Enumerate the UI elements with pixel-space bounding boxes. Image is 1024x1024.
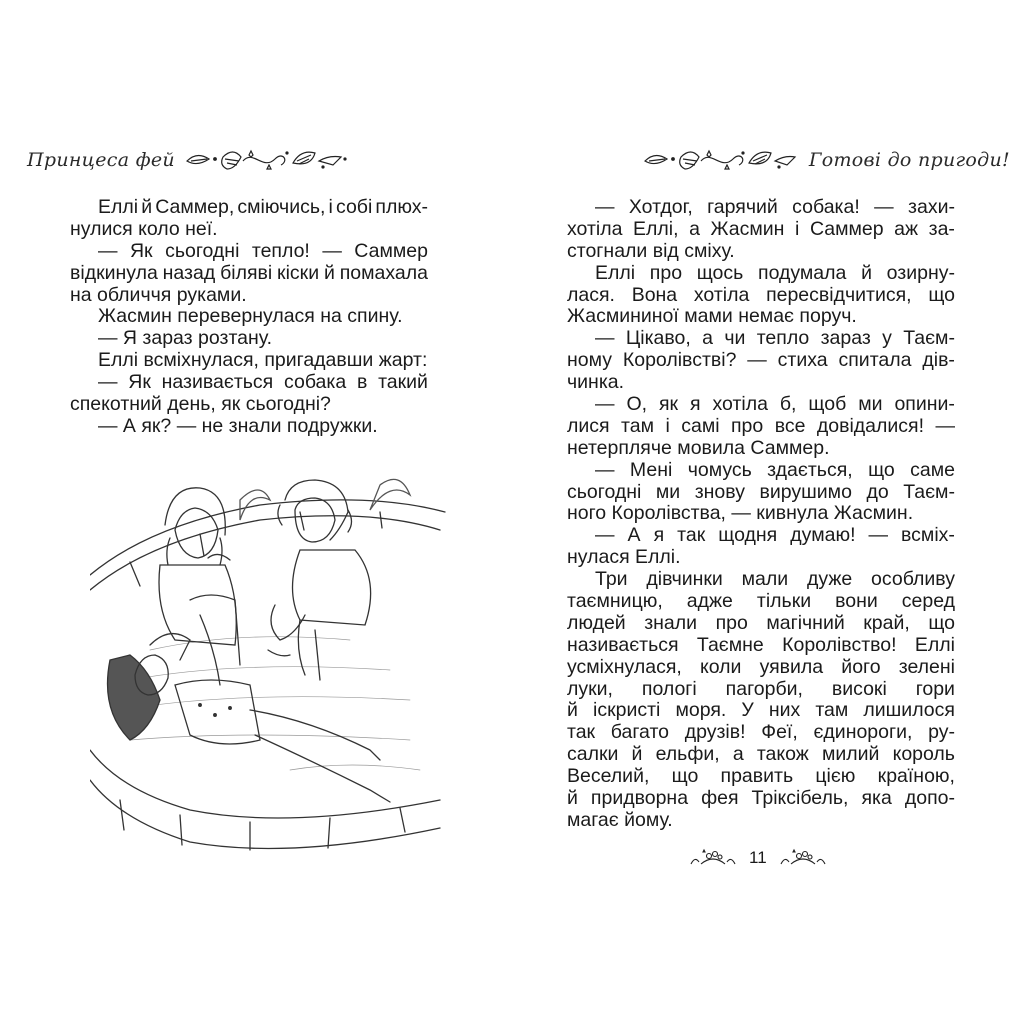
- word: друзів!: [684, 721, 746, 744]
- word: кіски: [277, 261, 320, 284]
- text-line: [567, 525, 955, 547]
- text-line: чинка.: [567, 371, 625, 394]
- word: править: [720, 765, 794, 788]
- word: а: [689, 217, 700, 240]
- word: Еллі: [914, 633, 955, 656]
- text-line: [567, 328, 955, 350]
- text-line: Жасмин перевернулася на спину.: [98, 305, 403, 328]
- word: Вона: [631, 283, 678, 306]
- running-head-left: [27, 147, 348, 173]
- word: Веселий,: [567, 765, 650, 788]
- word: —: [595, 524, 615, 547]
- word: людей: [567, 611, 626, 634]
- word: лишилося: [863, 699, 955, 722]
- word: і: [328, 196, 333, 218]
- word: ельфи,: [655, 743, 720, 766]
- text-line: — А як? — не знали подружки.: [98, 414, 378, 437]
- word: сьогодні: [165, 239, 240, 262]
- word: довідалися!: [816, 414, 925, 437]
- word: там: [815, 699, 849, 722]
- word: —: [747, 349, 767, 372]
- text-line: [567, 285, 955, 307]
- word: іскристі: [592, 699, 661, 722]
- word: пологі: [641, 677, 697, 700]
- word: —: [874, 196, 894, 218]
- word: зелені: [898, 655, 955, 678]
- word: і: [665, 414, 670, 437]
- word: уявила: [759, 655, 824, 678]
- word: називається: [161, 371, 274, 394]
- word: Саммер: [354, 239, 428, 262]
- text-line: магає йому.: [567, 808, 673, 831]
- word: все: [774, 414, 806, 437]
- word: щодня: [718, 524, 778, 547]
- word: милий: [821, 743, 880, 766]
- word: луки,: [567, 677, 613, 700]
- word: стиха: [777, 349, 828, 372]
- word: й: [323, 261, 335, 284]
- word: О,: [626, 393, 648, 416]
- word: чомусь: [687, 458, 752, 481]
- word: в: [356, 371, 368, 394]
- word: назад: [162, 261, 216, 284]
- word: біляві: [220, 261, 273, 284]
- word: його: [841, 655, 881, 678]
- word: високі: [831, 677, 887, 700]
- word: Королівстві?: [622, 349, 737, 372]
- running-head-right: [641, 147, 1010, 173]
- word: моря.: [675, 699, 727, 722]
- word: й: [861, 261, 872, 284]
- word: вирушимо: [759, 480, 852, 503]
- word: тепло: [756, 327, 810, 350]
- text-line: нетерпляче мовила Саммер.: [567, 436, 830, 459]
- word: а: [702, 327, 713, 350]
- text-line: [567, 263, 955, 285]
- text-line: [567, 657, 955, 679]
- word: них: [768, 699, 801, 722]
- word: пагорби,: [725, 677, 803, 700]
- word: за-: [928, 217, 955, 240]
- word: лася.: [567, 283, 615, 306]
- word: магічний: [766, 611, 845, 634]
- word: вони: [835, 590, 878, 613]
- word: Таєм-: [903, 327, 955, 350]
- text-line: [567, 613, 955, 635]
- word: й: [631, 743, 643, 766]
- word: У: [741, 699, 754, 722]
- word: край,: [863, 611, 910, 634]
- word: так: [567, 721, 596, 744]
- word: пересвідчитися,: [766, 283, 912, 306]
- word: хотіла: [712, 393, 768, 416]
- word: Мені: [629, 458, 673, 481]
- word: й: [567, 787, 578, 810]
- word: гори: [915, 677, 955, 700]
- word: б,: [779, 393, 797, 416]
- text-line: [567, 350, 955, 372]
- word: спитала: [838, 349, 912, 372]
- text-line: [567, 700, 955, 722]
- word: —: [595, 327, 615, 350]
- left-page-body: [70, 197, 428, 438]
- right-page: [512, 0, 1024, 1024]
- word: собака: [284, 371, 347, 394]
- word: —: [98, 371, 118, 394]
- text-line: [567, 635, 955, 657]
- text-line: Еллі всміхнулася, пригадавши жарт:: [98, 349, 428, 372]
- text-line: [70, 241, 428, 263]
- word: Таєм-: [903, 480, 955, 503]
- word: у: [882, 327, 892, 350]
- word: до: [866, 480, 889, 503]
- word: Цікаво,: [625, 327, 691, 350]
- word: що: [928, 283, 955, 306]
- word: —: [595, 196, 615, 218]
- text-line: нулася Еллі.: [567, 546, 681, 569]
- word: дуже: [806, 568, 853, 591]
- word: я: [653, 524, 665, 547]
- word: Як: [129, 239, 153, 262]
- word: про: [731, 414, 764, 437]
- word: чи: [724, 327, 746, 350]
- word: серед: [901, 590, 955, 613]
- word: допо-: [904, 787, 955, 810]
- word: —: [98, 239, 118, 262]
- word: гарячий: [707, 196, 778, 218]
- text-line: [567, 416, 955, 438]
- word: яка: [861, 787, 892, 810]
- word: такий: [378, 371, 428, 394]
- running-head-title: Готові до пригоди!: [808, 149, 1010, 171]
- word: як: [658, 393, 679, 416]
- word: дівчинки: [646, 568, 723, 591]
- word: Саммер: [809, 217, 884, 240]
- word: усміхнулася,: [567, 655, 682, 678]
- word: здається,: [767, 458, 853, 481]
- word: країною,: [877, 765, 955, 788]
- word: що: [671, 765, 699, 788]
- word: Жасмин: [710, 217, 785, 240]
- text-line: [567, 569, 955, 591]
- word: що: [928, 611, 955, 634]
- girls-illustration-icon: [90, 450, 450, 880]
- word: хотіла: [567, 217, 623, 240]
- word: подумала: [758, 261, 847, 284]
- page-number: 11: [749, 848, 767, 867]
- word: опини-: [894, 393, 955, 416]
- word: Саммер,: [155, 196, 235, 218]
- word: про: [715, 611, 748, 634]
- word: Як: [128, 371, 151, 394]
- word: тільки: [756, 590, 812, 613]
- word: Еллі,: [633, 217, 679, 240]
- word: там: [621, 414, 654, 437]
- word: також: [756, 743, 809, 766]
- word: а: [732, 743, 744, 766]
- word: Королівство!: [782, 633, 897, 656]
- word: адже: [686, 590, 733, 613]
- word: Таємне: [696, 633, 764, 656]
- tiara-ornament-icon: [777, 848, 829, 868]
- word: лися: [567, 414, 610, 437]
- right-page-body: [567, 197, 955, 832]
- text-line: [567, 460, 955, 482]
- text-line: [567, 482, 955, 504]
- word: саме: [910, 458, 955, 481]
- text-line: ного Королівства, — кивнула Жасмин.: [567, 502, 914, 525]
- word: —: [935, 414, 955, 437]
- word: про: [649, 261, 683, 284]
- word: відкинула: [70, 261, 158, 284]
- word: дів-: [922, 349, 955, 372]
- word: щоб: [808, 393, 847, 416]
- word: багато: [610, 721, 670, 744]
- text-line: [567, 722, 955, 744]
- text-line: [567, 219, 955, 241]
- text-line: на обличчя руками.: [70, 283, 247, 306]
- text-line: [70, 263, 428, 285]
- text-line: стогнали від сміху.: [567, 239, 735, 262]
- word: єдинороги,: [813, 721, 913, 744]
- text-line: [70, 197, 428, 219]
- word: аж: [894, 217, 919, 240]
- word: —: [595, 393, 615, 416]
- word: фея: [701, 787, 739, 810]
- word: тепло!: [251, 239, 310, 262]
- word: придворна: [590, 787, 689, 810]
- tiara-ornament-icon: [687, 848, 739, 868]
- leaf-vine-ornament-icon: [183, 147, 348, 173]
- word: щось: [696, 261, 744, 284]
- word: й: [141, 196, 153, 218]
- leaf-vine-ornament-icon: [641, 147, 801, 173]
- word: собі: [335, 196, 373, 218]
- text-line: нулися коло неї.: [70, 217, 218, 240]
- word: цією: [815, 765, 856, 788]
- word: називається: [567, 633, 679, 656]
- word: мали: [741, 568, 789, 591]
- word: так: [677, 524, 706, 547]
- word: всміх-: [901, 524, 955, 547]
- word: самі: [681, 414, 720, 437]
- word: ми: [655, 480, 681, 503]
- word: коли: [699, 655, 742, 678]
- word: —: [322, 239, 342, 262]
- text-line: [567, 766, 955, 788]
- word: Еллі: [98, 196, 139, 218]
- word: сьогодні: [567, 480, 642, 503]
- word: —: [595, 458, 615, 481]
- text-line: [567, 744, 955, 766]
- word: плюх-: [375, 196, 428, 218]
- text-line: — Я зараз розтану.: [98, 327, 272, 350]
- word: знали: [644, 611, 698, 634]
- word: сміючись,: [237, 196, 326, 218]
- word: особливу: [871, 568, 955, 591]
- word: і: [795, 217, 800, 240]
- text-line: спекотний день, як сьогодні?: [70, 393, 331, 416]
- word: ру-: [928, 721, 955, 744]
- word: що: [868, 458, 895, 481]
- text-line: Жасмининої мами немає поруч.: [567, 305, 857, 328]
- word: А: [627, 524, 641, 547]
- word: помахала: [339, 261, 428, 284]
- word: таємницю,: [567, 590, 663, 613]
- word: Хотдог,: [628, 196, 693, 218]
- text-line: [567, 394, 955, 416]
- word: король: [892, 743, 955, 766]
- text-line: [567, 679, 955, 701]
- word: собака!: [792, 196, 860, 218]
- word: думаю!: [790, 524, 856, 547]
- running-head-title: Принцеса фей: [27, 149, 175, 171]
- word: захи-: [908, 196, 955, 218]
- word: Еллі: [595, 261, 636, 284]
- word: зараз: [820, 327, 871, 350]
- text-line: [567, 591, 955, 613]
- word: Три: [595, 568, 628, 591]
- text-line: [567, 197, 955, 219]
- word: я: [690, 393, 701, 416]
- word: —: [868, 524, 889, 547]
- word: знову: [694, 480, 745, 503]
- word: салки: [567, 743, 619, 766]
- text-line: [70, 372, 428, 394]
- word: ми: [858, 393, 883, 416]
- page-folio: [687, 848, 829, 868]
- word: хотіла: [693, 283, 750, 306]
- word: ному: [567, 349, 612, 372]
- word: Тріксібель,: [751, 787, 849, 810]
- word: Феї,: [761, 721, 798, 744]
- word: озирну-: [886, 261, 955, 284]
- word: й: [567, 699, 578, 722]
- text-line: [567, 788, 955, 810]
